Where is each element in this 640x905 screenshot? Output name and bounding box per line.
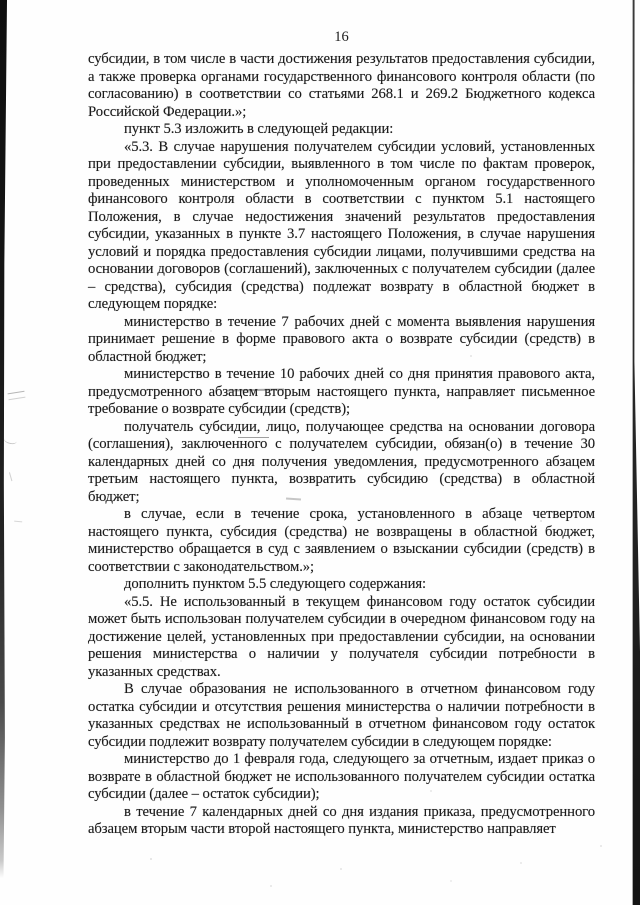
page-number: 16 xyxy=(334,29,349,45)
paragraph-recipient-30-days: получатель субсидии, лицо, получающее средства на основании договора (соглашения), заключенного с получателем субсидии, обязан(о) в течение 30 календарных дней со дня получения уведомления, предусмотренного абзацем третьим настоящего пункта, возвратить субсидию (средства) в областной бюджет; xyxy=(88,418,595,505)
scan-artifact xyxy=(14,521,22,527)
paragraph-point-5-5-intro: дополнить пунктом 5.5 следующего содержания: xyxy=(124,576,427,592)
paragraph-unused-remainder: В случае образования не использованного в отчетном финансовом году остатка субсидии и отсутствия решения министерства о наличии потребности в указанных средствах не использованный в отчетном финансовом году остаток субсидии подлежит возврату получателем субсидии в следующем порядке: xyxy=(88,681,595,750)
paragraph-7-calendar-days: в течение 7 календарных дней со дня издания приказа, предусмотренного абзацем вторым части второй настоящего пункта, министерство направляет xyxy=(88,803,595,837)
paragraph-ministry-10-days: министерство в течение 10 рабочих дней со дня принятия правового акта, предусмотренного абзацем вторым настоящего пункта, направляет письменное требование о возврате субсидии (средств); xyxy=(88,366,595,417)
paragraph-point-5-3: «5.3. В случае нарушения получателем субсидии условий, установленных при предоставлении субсидии, выявленного в том числе по фактам проверок, проведенных министерством и уполномоченным органом государственного финансового контроля области в соответствии с пунктом 5.1 настоящего Положения, в случае недостижения значений результатов предоставления субсидии, указанных в пункте 3.7 настоящего Положения, в случае нарушения условий и порядка предоставления субсидии лицами, получившими средства на основании договоров (соглашений), заключенных с получателем субсидии (далее – средства), субсидия (средства) подлежат возврату в областной бюджет в следующем порядке: xyxy=(88,138,595,312)
scan-edge-left xyxy=(0,0,7,878)
paragraph-point-5-3-intro: пункт 5.3 изложить в следующей редакции: xyxy=(124,121,394,137)
paragraph-continuation: субсидии, в том числе в части достижения результатов предоставления субсидии, а также проверка органами государственного финансового контроля области (по согласованию) в соответствии со статьями 268.1 и 269.2 Бюджетного кодекса Российской Федерации.»; xyxy=(88,51,595,120)
document-body xyxy=(88,51,595,839)
paragraph-ministry-7-days: министерство в течение 7 рабочих дней с момента выявления нарушения принимает решение в форме правового акта о возврате субсидии (средств) в областной бюджет; xyxy=(88,313,595,365)
scan-edge-right xyxy=(632,0,640,905)
scan-artifact xyxy=(8,391,26,401)
paragraph-point-5-5: «5.5. Не использованный в текущем финансовом году остаток субсидии может быть использован получателем субсидии в очередном финансовом году на достижение целей, установленных при предоставлении субсидии, на основании решения министерства о наличии у получателя субсидии потребности в указанных средствах. xyxy=(88,593,595,680)
scan-artifact xyxy=(3,435,17,446)
paragraph-order-february: министерство до 1 февраля года, следующего за отчетным, издает приказ о возврате в областной бюджет не использованного получателем субсидии остатка субсидии (далее – остаток субсидии); xyxy=(88,751,595,802)
scan-artifact xyxy=(9,470,21,481)
paragraph-court-claim: в случае, если в течение срока, установленного в абзаце четвертом настоящего пункта, субсидия (средства) не возвращены в областной бюджет, министерство обращается в суд с заявлением о взыскании субсидии (средств) в соответствии с законодательством.»; xyxy=(88,506,595,575)
scan-noise xyxy=(0,0,2,2)
